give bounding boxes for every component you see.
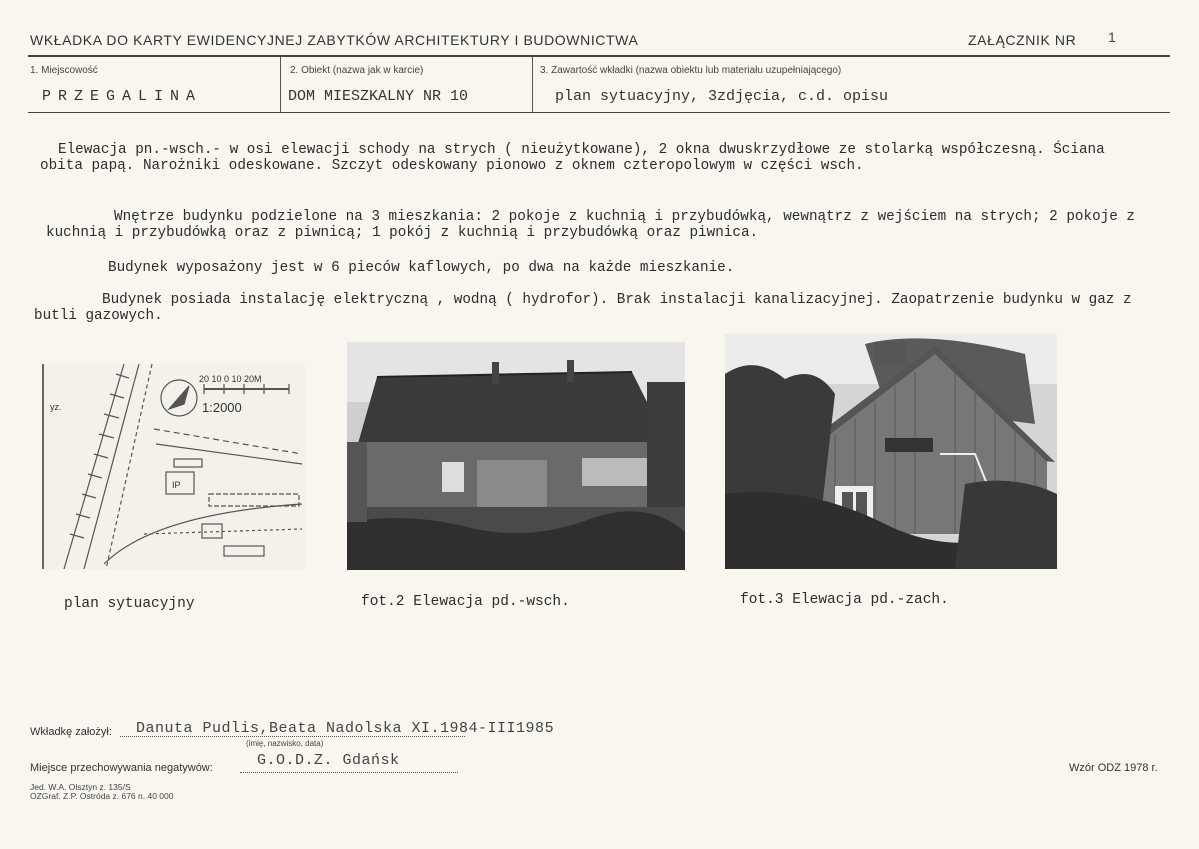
form-reference: Wzór ODZ 1978 r. [1069, 762, 1158, 774]
negatives-storage-value: G.O.D.Z. Gdańsk [257, 752, 400, 769]
map-marker-label: IP [172, 480, 181, 490]
site-plan-map [42, 364, 305, 569]
caption-photo-3: fot.3 Elewacja pd.-zach. [740, 592, 949, 608]
map-scale-ticks: 20 10 0 10 20M [199, 374, 262, 384]
header-rule-top [28, 55, 1170, 57]
form-title: WKŁADKA DO KARTY EWIDENCYJNEJ ZABYTKÓW ARCHITEKTURY I BUDOWNICTWA [30, 32, 639, 48]
annex-number: 1 [1108, 29, 1116, 45]
locality-value: PRZEGALINA [42, 88, 203, 105]
photo-southeast-elevation [347, 342, 685, 570]
field-divider-1 [280, 57, 281, 112]
description-paragraph-3: Budynek wyposażony jest w 6 pieców kaflowych, po dwa na każde mieszkanie. [108, 260, 735, 276]
negatives-storage-label: Miejsce przechowywania negatywów: [30, 762, 213, 774]
description-paragraph-4: Budynek posiada instalację elektryczną , wodną ( hydrofor). Brak instalacji kanalizacyjnej. Zaopatrzenie budynku w gaz z butli gazowych. [34, 292, 1132, 324]
field-divider-2 [532, 57, 533, 112]
object-value: DOM MIESZKALNY NR 10 [288, 88, 469, 105]
print-info-line-1: Jed. W.A. Olsztyn z. 135/S [30, 782, 131, 792]
created-by-value: Danuta Pudlis,Beata Nadolska XI.1984-III1985 [136, 720, 555, 737]
photo-3-image [725, 334, 1057, 569]
site-plan-drawing [44, 364, 305, 569]
photo-southwest-elevation [725, 334, 1057, 569]
contents-label: 3. Zawartość wkładki (nazwa obiektu lub materiału uzupełniającego) [540, 65, 842, 76]
annex-label: ZAŁĄCZNIK NR [968, 32, 1077, 48]
locality-label: 1. Miejscowość [30, 65, 98, 76]
map-scale-text: 1:2000 [202, 400, 242, 415]
print-info-line-2: OZGraf. Z.P. Ostróda z. 676 n. 40 000 [30, 791, 174, 801]
photo-2-image [347, 342, 685, 570]
caption-site-plan: plan sytuacyjny [64, 596, 195, 612]
contents-value: plan sytuacyjny, 3zdjęcia, c.d. opisu [555, 88, 889, 105]
description-paragraph-2: Wnętrze budynku podzielone na 3 mieszkania: 2 pokoje z kuchnią i przybudówką, wewnątrz z wejściem na strych; 2 pokoje z kuchnią i przybudówką oraz z piwnicą; 1 pokój z kuchnią i przybudówką oraz piwnica. [46, 209, 1135, 241]
negatives-storage-line [240, 772, 458, 773]
created-by-label: Wkładkę założył: [30, 726, 112, 738]
created-by-line [120, 736, 465, 737]
object-label: 2. Obiekt (nazwa jak w karcie) [290, 65, 424, 76]
description-paragraph-1: Elewacja pn.-wsch.- w osi elewacji schody na strych ( nieużytkowane), 2 okna dwuskrzydłowe ze stolarką współczesną. Ściana obita papą. Narożniki odeskowane. Szczyt odeskowany pionowo z oknem czteropolowym w części wsch. [40, 142, 1105, 174]
created-by-hint: (imię, nazwisko, data) [246, 739, 324, 748]
map-corner-text: yz. [50, 402, 62, 412]
caption-photo-2: fot.2 Elewacja pd.-wsch. [361, 594, 570, 610]
header-rule-bottom [28, 112, 1170, 113]
